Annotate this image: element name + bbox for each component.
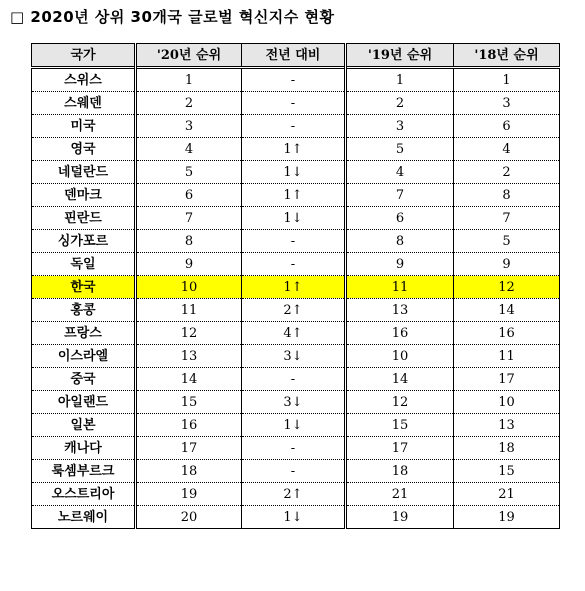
cell-country: 아일랜드 xyxy=(32,391,136,414)
cell-rank-2018: 9 xyxy=(454,253,560,276)
cell-rank-2020: 13 xyxy=(136,345,242,368)
cell-rank-2019: 1 xyxy=(346,68,454,92)
header-rank-2018: '18년 순위 xyxy=(454,44,560,68)
cell-country: 미국 xyxy=(32,115,136,138)
table-row xyxy=(32,92,560,115)
cell-rank-2018: 16 xyxy=(454,322,560,345)
cell-rank-2018: 19 xyxy=(454,506,560,529)
cell-rank-2019: 6 xyxy=(346,207,454,230)
cell-change: 2↑ xyxy=(242,299,346,322)
cell-country: 덴마크 xyxy=(32,184,136,207)
cell-rank-2019: 14 xyxy=(346,368,454,391)
cell-change: 3↓ xyxy=(242,345,346,368)
cell-rank-2019: 2 xyxy=(346,92,454,115)
cell-country: 싱가포르 xyxy=(32,230,136,253)
table-row xyxy=(32,460,560,483)
cell-rank-2019: 10 xyxy=(346,345,454,368)
cell-rank-2020: 14 xyxy=(136,368,242,391)
cell-country: 홍콩 xyxy=(32,299,136,322)
cell-rank-2020: 3 xyxy=(136,115,242,138)
cell-rank-2020: 20 xyxy=(136,506,242,529)
table-row xyxy=(32,368,560,391)
cell-rank-2018: 10 xyxy=(454,391,560,414)
cell-rank-2018: 15 xyxy=(454,460,560,483)
cell-rank-2018: 14 xyxy=(454,299,560,322)
cell-country: 캐나다 xyxy=(32,437,136,460)
cell-rank-2020: 16 xyxy=(136,414,242,437)
cell-rank-2020: 12 xyxy=(136,322,242,345)
cell-rank-2020: 19 xyxy=(136,483,242,506)
cell-rank-2019: 9 xyxy=(346,253,454,276)
cell-rank-2019: 19 xyxy=(346,506,454,529)
cell-change: 1↓ xyxy=(242,506,346,529)
cell-change: 3↓ xyxy=(242,391,346,414)
cell-rank-2018: 11 xyxy=(454,345,560,368)
cell-rank-2020: 5 xyxy=(136,161,242,184)
cell-change: 1↓ xyxy=(242,161,346,184)
cell-rank-2019: 11 xyxy=(346,276,454,299)
cell-change: - xyxy=(242,68,346,92)
cell-country: 스웨덴 xyxy=(32,92,136,115)
cell-country: 노르웨이 xyxy=(32,506,136,529)
cell-rank-2019: 15 xyxy=(346,414,454,437)
table-row xyxy=(32,253,560,276)
cell-rank-2018: 7 xyxy=(454,207,560,230)
cell-rank-2018: 2 xyxy=(454,161,560,184)
cell-rank-2020: 17 xyxy=(136,437,242,460)
cell-rank-2018: 17 xyxy=(454,368,560,391)
table-row xyxy=(32,161,560,184)
cell-country: 독일 xyxy=(32,253,136,276)
cell-change: - xyxy=(242,230,346,253)
table-row xyxy=(32,322,560,345)
table-row xyxy=(32,299,560,322)
cell-rank-2020: 18 xyxy=(136,460,242,483)
table-row xyxy=(32,506,560,529)
cell-rank-2019: 8 xyxy=(346,230,454,253)
table-row xyxy=(32,207,560,230)
cell-rank-2018: 1 xyxy=(454,68,560,92)
cell-country: 일본 xyxy=(32,414,136,437)
cell-country: 중국 xyxy=(32,368,136,391)
cell-rank-2019: 13 xyxy=(346,299,454,322)
page-title: □ 2020년 상위 30개국 글로벌 혁신지수 현황 xyxy=(10,8,335,26)
cell-rank-2019: 16 xyxy=(346,322,454,345)
cell-rank-2020: 15 xyxy=(136,391,242,414)
table-row xyxy=(32,115,560,138)
cell-country: 스위스 xyxy=(32,68,136,92)
cell-change: 1↓ xyxy=(242,207,346,230)
cell-rank-2020: 4 xyxy=(136,138,242,161)
cell-rank-2019: 7 xyxy=(346,184,454,207)
cell-rank-2020: 7 xyxy=(136,207,242,230)
cell-change: 1↑ xyxy=(242,138,346,161)
cell-country: 한국 xyxy=(32,276,136,299)
cell-rank-2019: 12 xyxy=(346,391,454,414)
cell-rank-2018: 12 xyxy=(454,276,560,299)
cell-country: 영국 xyxy=(32,138,136,161)
header-rank-2020: '20년 순위 xyxy=(136,44,242,68)
table-row xyxy=(32,345,560,368)
cell-country: 오스트리아 xyxy=(32,483,136,506)
cell-change: - xyxy=(242,437,346,460)
cell-rank-2018: 21 xyxy=(454,483,560,506)
cell-change: 1↓ xyxy=(242,414,346,437)
cell-country: 네덜란드 xyxy=(32,161,136,184)
cell-rank-2019: 5 xyxy=(346,138,454,161)
cell-rank-2018: 3 xyxy=(454,92,560,115)
cell-change: - xyxy=(242,368,346,391)
cell-rank-2018: 4 xyxy=(454,138,560,161)
cell-change: - xyxy=(242,115,346,138)
cell-rank-2019: 18 xyxy=(346,460,454,483)
table-row xyxy=(32,230,560,253)
table-row xyxy=(32,276,560,299)
header-row xyxy=(32,44,560,68)
table-row xyxy=(32,138,560,161)
cell-change: 1↑ xyxy=(242,276,346,299)
cell-rank-2019: 21 xyxy=(346,483,454,506)
cell-rank-2020: 2 xyxy=(136,92,242,115)
cell-rank-2020: 1 xyxy=(136,68,242,92)
table-row xyxy=(32,414,560,437)
cell-rank-2020: 8 xyxy=(136,230,242,253)
cell-country: 핀란드 xyxy=(32,207,136,230)
cell-rank-2020: 6 xyxy=(136,184,242,207)
table-row xyxy=(32,483,560,506)
cell-rank-2019: 3 xyxy=(346,115,454,138)
innovation-rank-table xyxy=(31,43,560,529)
cell-rank-2018: 5 xyxy=(454,230,560,253)
cell-change: - xyxy=(242,92,346,115)
table-row xyxy=(32,68,560,92)
cell-country: 프랑스 xyxy=(32,322,136,345)
cell-country: 룩셈부르크 xyxy=(32,460,136,483)
cell-rank-2020: 9 xyxy=(136,253,242,276)
cell-rank-2019: 17 xyxy=(346,437,454,460)
table-row xyxy=(32,437,560,460)
table-row xyxy=(32,184,560,207)
header-change: 전년 대비 xyxy=(242,44,346,68)
cell-change: 2↑ xyxy=(242,483,346,506)
cell-rank-2018: 8 xyxy=(454,184,560,207)
cell-change: 4↑ xyxy=(242,322,346,345)
header-rank-2019: '19년 순위 xyxy=(346,44,454,68)
cell-change: - xyxy=(242,253,346,276)
cell-change: 1↑ xyxy=(242,184,346,207)
cell-change: - xyxy=(242,460,346,483)
cell-rank-2018: 6 xyxy=(454,115,560,138)
cell-rank-2020: 11 xyxy=(136,299,242,322)
cell-country: 이스라엘 xyxy=(32,345,136,368)
cell-rank-2020: 10 xyxy=(136,276,242,299)
cell-rank-2018: 13 xyxy=(454,414,560,437)
table-row xyxy=(32,391,560,414)
header-country: 국가 xyxy=(32,44,136,68)
cell-rank-2019: 4 xyxy=(346,161,454,184)
cell-rank-2018: 18 xyxy=(454,437,560,460)
